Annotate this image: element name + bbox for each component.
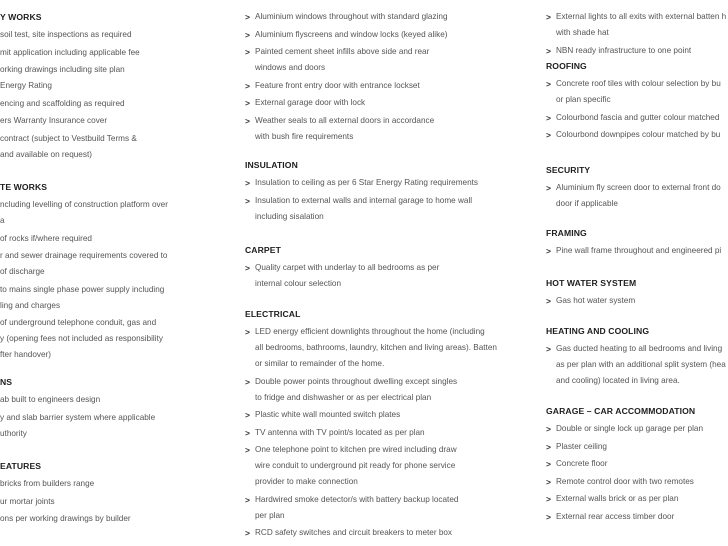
bullet-chevron-icon: > bbox=[546, 183, 551, 193]
list-item-text: Painted cement sheet infills above side and rear windows and doors bbox=[255, 47, 430, 72]
bullet-chevron-icon: > bbox=[245, 327, 250, 337]
bullet-chevron-icon: > bbox=[546, 130, 551, 140]
bullet-chevron-icon: > bbox=[245, 98, 250, 108]
list-item bbox=[245, 193, 525, 225]
bullet-chevron-icon: > bbox=[546, 494, 551, 504]
list-item-text: External garage door with lock bbox=[255, 98, 366, 107]
right-section bbox=[546, 404, 728, 526]
list-item bbox=[546, 509, 728, 525]
list-item bbox=[0, 315, 240, 363]
bullet-chevron-icon: > bbox=[245, 195, 250, 206]
list-item bbox=[546, 243, 728, 259]
list-item bbox=[245, 78, 525, 94]
list-item bbox=[546, 180, 728, 212]
list-item bbox=[546, 456, 728, 472]
list-item-text: y and slab barrier system where applicable uthority bbox=[0, 412, 156, 438]
list-item-text: TV antenna with TV point/s located as per plan bbox=[255, 427, 425, 437]
left-section bbox=[0, 375, 240, 443]
bullet-chevron-icon: > bbox=[245, 494, 250, 505]
list-item-text: encing and scaffolding as required bbox=[0, 98, 125, 108]
list-item-text: ons per working drawings by builder bbox=[0, 514, 131, 523]
bullet-chevron-icon: > bbox=[546, 344, 551, 354]
list-item bbox=[546, 439, 728, 455]
list-item-text: LED energy efficient downlights throughout the home (including all bedrooms, bathrooms, laundry, kitchen and living areas). Batten or similar to remainder of the home. bbox=[255, 327, 497, 368]
right-section bbox=[546, 9, 728, 60]
middle-section bbox=[245, 307, 525, 543]
list-item-text: of rocks if/where required bbox=[0, 233, 92, 243]
list-item bbox=[245, 324, 525, 372]
list-item-text: RCD safety switches and circuit breakers to meter box bbox=[255, 528, 453, 537]
list-item-text: Plastic white wall mounted switch plates bbox=[255, 410, 401, 419]
list-item-text: External rear access timber door bbox=[556, 511, 675, 521]
list-item-text: mit application including applicable fee bbox=[0, 47, 140, 57]
list-item-text: External lights to all exits with external batten h with shade hat bbox=[556, 12, 727, 37]
bullet-chevron-icon: > bbox=[546, 45, 551, 56]
list-item bbox=[245, 407, 525, 423]
section-heading: ELECTRICAL bbox=[245, 309, 301, 319]
section-heading: CARPET bbox=[245, 245, 281, 255]
list-item bbox=[245, 425, 525, 441]
bullet-chevron-icon: > bbox=[245, 80, 250, 91]
section-heading: Y WORKS bbox=[0, 12, 42, 22]
list-item bbox=[245, 374, 525, 406]
section-heading: SECURITY bbox=[546, 165, 591, 175]
list-item bbox=[546, 421, 728, 437]
list-item-text: Weather seals to all external doors in accordance with bush fire requirements bbox=[255, 115, 435, 141]
bullet-chevron-icon: > bbox=[546, 441, 551, 452]
list-item-text: Insulation to ceiling as per 6 Star Energy Rating requirements bbox=[255, 178, 479, 187]
list-item bbox=[245, 27, 525, 43]
list-item-text: Aluminium flyscreens and window locks (keyed alike) bbox=[255, 29, 448, 39]
list-item bbox=[245, 525, 525, 541]
list-item-text: r and sewer drainage requirements covered to of discharge bbox=[0, 251, 168, 276]
section-heading: HEATING AND COOLING bbox=[546, 326, 650, 336]
list-item bbox=[546, 9, 728, 41]
left-section bbox=[0, 459, 240, 529]
list-item bbox=[245, 113, 525, 145]
bullet-chevron-icon: > bbox=[245, 12, 250, 22]
list-item bbox=[0, 113, 240, 129]
list-item bbox=[245, 175, 525, 191]
section-heading: GARAGE – CAR ACCOMMODATION bbox=[546, 406, 696, 416]
list-item bbox=[546, 76, 728, 108]
list-item bbox=[245, 492, 525, 524]
list-item-text: Concrete roof tiles with colour selection by bu or plan specific bbox=[556, 79, 721, 104]
list-item bbox=[0, 231, 240, 247]
list-item-text: ab built to engineers design bbox=[0, 395, 101, 404]
list-item bbox=[0, 62, 240, 94]
bullet-chevron-icon: > bbox=[245, 376, 250, 387]
middle-section bbox=[245, 243, 525, 294]
list-item bbox=[546, 43, 728, 59]
list-item-text: NBN ready infrastructure to one point bbox=[556, 45, 692, 55]
list-item-text: soil test, site inspections as required bbox=[0, 30, 132, 39]
list-item-text: Gas ducted heating to all bedrooms and living as per plan with an additional split system (hea and cooling) located in living area. bbox=[556, 344, 726, 385]
section-heading: EATURES bbox=[0, 461, 42, 471]
list-item bbox=[0, 45, 240, 61]
list-item bbox=[546, 293, 728, 309]
right-section bbox=[546, 276, 728, 311]
list-item-text: contract (subject to Vestbuild Terms & and available on request) bbox=[0, 133, 137, 159]
section-heading: NS bbox=[0, 377, 13, 387]
list-item bbox=[0, 511, 240, 527]
list-item-text: Colourbond downpipes colour matched by bu bbox=[556, 130, 721, 139]
list-item bbox=[0, 494, 240, 510]
list-item-text: Gas hot water system bbox=[556, 296, 636, 305]
left-section bbox=[0, 180, 240, 365]
bullet-chevron-icon: > bbox=[245, 115, 250, 126]
list-item-text: to mains single phase power supply including ling and charges bbox=[0, 284, 165, 310]
bullet-chevron-icon: > bbox=[546, 12, 551, 22]
list-item-text: Aluminium fly screen door to external front do door if applicable bbox=[556, 183, 721, 208]
list-item-text: Feature front entry door with entrance lockset bbox=[255, 80, 420, 90]
list-item-text: Insulation to external walls and internal garage to home wall including sisalation bbox=[255, 195, 473, 221]
list-item bbox=[0, 96, 240, 112]
bullet-chevron-icon: > bbox=[245, 178, 250, 188]
list-item bbox=[546, 110, 728, 126]
left-section bbox=[0, 10, 240, 164]
bullet-chevron-icon: > bbox=[245, 528, 250, 538]
list-item-text: bricks from builders range bbox=[0, 479, 95, 488]
list-item-text: Concrete floor bbox=[556, 459, 608, 468]
list-item-text: Plaster ceiling bbox=[556, 441, 607, 451]
list-item-text: Remote control door with two remotes bbox=[556, 476, 694, 486]
bullet-chevron-icon: > bbox=[245, 47, 250, 57]
bullet-chevron-icon: > bbox=[546, 459, 551, 469]
bullet-chevron-icon: > bbox=[546, 112, 551, 123]
list-item bbox=[245, 95, 525, 111]
list-item bbox=[0, 282, 240, 314]
bullet-chevron-icon: > bbox=[245, 29, 250, 40]
list-item-text: Double or single lock up garage per plan bbox=[556, 424, 704, 433]
bullet-chevron-icon: > bbox=[546, 424, 551, 434]
list-item bbox=[0, 131, 240, 163]
list-item bbox=[546, 127, 728, 143]
list-item bbox=[245, 442, 525, 490]
list-item-text: Quality carpet with underlay to all bedrooms as per internal colour selection bbox=[255, 263, 440, 288]
bullet-chevron-icon: > bbox=[245, 427, 250, 438]
section-heading: HOT WATER SYSTEM bbox=[546, 278, 637, 288]
list-item bbox=[245, 44, 525, 76]
list-item-text: Colourbond fascia and gutter colour matched bbox=[556, 112, 720, 122]
list-item-text: ers Warranty Insurance cover bbox=[0, 116, 108, 125]
list-item-text: External walls brick or as per plan bbox=[556, 494, 679, 503]
section-heading: TE WORKS bbox=[0, 182, 48, 192]
list-item-text: of underground telephone conduit, gas and y (opening fees not included as responsibility fter handover) bbox=[0, 318, 163, 359]
list-item bbox=[245, 260, 525, 292]
right-section bbox=[546, 324, 728, 391]
list-item bbox=[0, 410, 240, 442]
list-item-text: Aluminium windows throughout with standard glazing bbox=[255, 12, 448, 21]
list-item bbox=[0, 476, 240, 492]
list-item-text: Pine wall frame throughout and engineered pi bbox=[556, 246, 722, 255]
list-item-text: orking drawings including site plan Energy Rating bbox=[0, 65, 125, 90]
section-heading: INSULATION bbox=[245, 160, 298, 170]
bullet-chevron-icon: > bbox=[546, 476, 551, 487]
bullet-chevron-icon: > bbox=[546, 246, 551, 256]
list-item-text: Hardwired smoke detector/s with battery backup located per plan bbox=[255, 494, 459, 520]
list-item bbox=[546, 491, 728, 507]
bullet-chevron-icon: > bbox=[245, 410, 250, 420]
list-item-text: ur mortar joints bbox=[0, 496, 55, 506]
section-heading: ROOFING bbox=[546, 61, 587, 71]
list-item bbox=[546, 474, 728, 490]
right-section bbox=[546, 59, 728, 145]
middle-section bbox=[245, 158, 525, 226]
list-item-text: ncluding levelling of construction platform over a bbox=[0, 200, 168, 225]
middle-section bbox=[245, 9, 525, 146]
list-item-text: Double power points throughout dwelling except singles to fridge and dishwasher or as per electrical plan bbox=[255, 376, 458, 402]
right-section bbox=[546, 163, 728, 214]
bullet-chevron-icon: > bbox=[546, 511, 551, 522]
list-item bbox=[0, 27, 240, 43]
list-item bbox=[0, 248, 240, 280]
list-item bbox=[0, 392, 240, 408]
list-item-text: One telephone point to kitchen pre wired including draw wire conduit to underground pit ready for phone service provider to make connection bbox=[255, 445, 457, 486]
list-item bbox=[0, 197, 240, 229]
list-item bbox=[546, 341, 728, 389]
bullet-chevron-icon: > bbox=[245, 263, 250, 273]
bullet-chevron-icon: > bbox=[546, 296, 551, 306]
right-section bbox=[546, 226, 728, 261]
bullet-chevron-icon: > bbox=[546, 79, 551, 89]
list-item bbox=[245, 9, 525, 25]
section-heading: FRAMING bbox=[546, 228, 587, 238]
bullet-chevron-icon: > bbox=[245, 445, 250, 455]
